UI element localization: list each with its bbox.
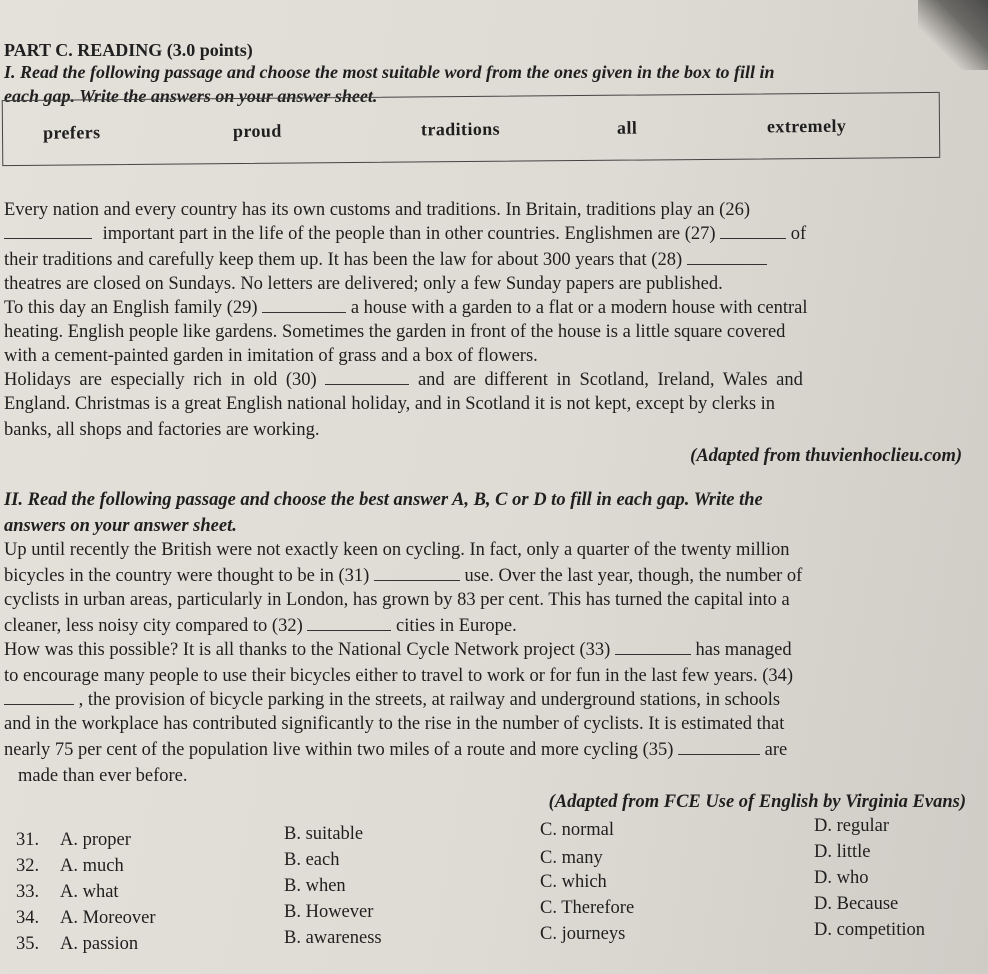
question-number: 31. [16,830,40,850]
gap-31-blank [374,566,460,581]
passage2-line: cyclists in urban areas, particularly in London, has grown by 83 per cent. This has turned the capital into a [4,590,790,610]
passage1-line: with a cement-painted garden in imitation of grass and a box of flowers. [4,346,538,366]
page-shadow-corner [918,0,988,70]
passage2-line: Up until recently the British were not exactly keen on cycling. In fact, only a quarter of the twenty million [4,540,790,560]
passage2-source: (Adapted from FCE Use of English by Virginia Evans) [548,792,966,812]
passage1-source: (Adapted from thuvienhoclieu.com) [690,446,962,466]
option-d: D. competition [814,920,925,940]
passage1-line: Holidays are especially rich in old (30) and are different in Scotland, Ireland, Wales and [4,370,803,390]
option-b: B. each [284,850,340,870]
option-a: A. much [60,856,124,876]
gap-30-blank [325,370,409,385]
word-box [2,92,941,166]
passage2-line: bicycles in the country were thought to be in (31) use. Over the last year, though, the number of [4,566,803,586]
option-c: C. many [540,848,603,868]
gap-26-blank [4,224,92,239]
question-number: 35. [16,934,40,954]
option-d: D. regular [814,816,889,836]
passage2-line: nearly 75 per cent of the population live within two miles of a route and more cycling (35) are [4,740,788,760]
option-b: B. awareness [284,928,382,948]
question-number: 33. [16,882,40,902]
gap-27-blank [720,224,786,239]
passage1-line: Every nation and every country has its own customs and traditions. In Britain, traditions play an (26) [4,200,751,220]
option-a: A. what [60,882,119,902]
passage1-line: theatres are closed on Sundays. No letters are delivered; only a few Sunday papers are published. [4,274,723,294]
question-number: 34. [16,908,40,928]
option-d: D. who [814,868,869,888]
gap-33-blank [615,640,691,655]
passage1-line: England. Christmas is a great English national holiday, and in Scotland it is not kept, except by clerks in [4,394,776,414]
option-c: C. Therefore [540,898,635,918]
option-d: D. Because [814,894,899,914]
word-box-item: traditions [420,118,501,140]
question-number: 32. [16,856,40,876]
option-b: B. However [284,902,374,922]
word-box-item: proud [232,120,282,142]
word-box-item: extremely [766,115,847,137]
gap-34-blank [4,690,74,705]
gap-29-blank [262,298,346,313]
part2-instruction-line1: II. Read the following passage and choose the best answer A, B, C or D to fill in each gap. Write the [4,490,763,510]
passage2-line: How was this possible? It is all thanks to the National Cycle Network project (33) has managed [4,640,792,660]
option-a: A. Moreover [60,908,156,928]
passage1-line: heating. English people like gardens. Sometimes the garden in front of the house is a little square covered [4,322,786,342]
passage2-line: and in the workplace has contributed significantly to the rise in the number of cyclists. It is estimated that [4,714,785,734]
option-b: B. when [284,876,346,896]
word-box-item: all [616,117,638,138]
passage2-line: to encourage many people to use their bicycles either to travel to work or for fun in the last few years. (34) [4,666,794,686]
part1-instruction-line1: I. Read the following passage and choose the most suitable word from the ones given in the box to fill in [4,62,775,82]
option-c: C. normal [540,820,614,840]
option-b: B. suitable [284,824,364,844]
passage1-line: their traditions and carefully keep them up. It has been the law for about 300 years that (28) [4,250,767,271]
word-box-item: prefers [42,122,101,143]
part2-instruction-line2: answers on your answer sheet. [4,516,237,536]
passage2-line: , the provision of bicycle parking in the streets, at railway and underground stations, in schools [4,690,780,711]
gap-32-blank [307,616,391,631]
option-c: C. which [540,872,607,892]
passage2-line: cleaner, less noisy city compared to (32) cities in Europe. [4,616,517,636]
part1-instruction-line2: each gap. Write the answers on your answer sheet. [4,86,378,106]
option-a: A. proper [60,830,131,850]
passage1-line: To this day an English family (29) a house with a garden to a flat or a modern house with central [4,298,808,318]
passage1-line: important part in the life of the people than in other countries. Englishmen are (27) of [4,224,806,245]
option-c: C. journeys [540,924,626,944]
gap-35-blank [678,740,760,755]
option-d: D. little [814,842,871,862]
passage1-line: banks, all shops and factories are working. [4,420,320,440]
option-a: A. passion [60,934,139,954]
gap-28-blank [687,250,767,265]
section-title: PART C. READING (3.0 points) [4,40,253,60]
passage2-line: made than ever before. [18,766,188,786]
